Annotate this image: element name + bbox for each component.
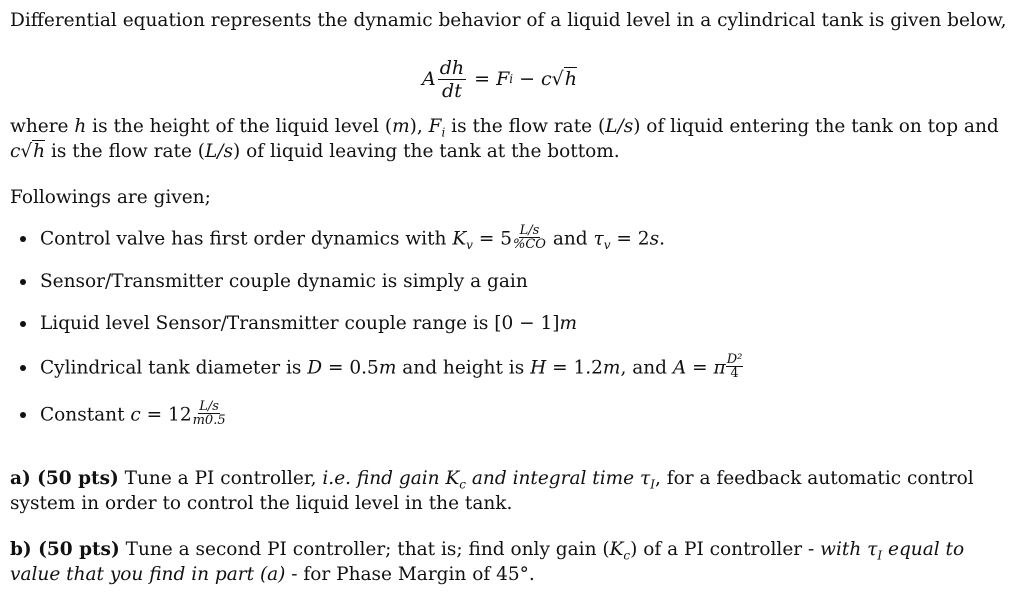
frac-num: L/s [199, 399, 219, 414]
var-m: m [392, 116, 410, 137]
text: ) of a PI controller - [630, 539, 821, 560]
var-F: F [428, 116, 442, 137]
sqrt-h: √h [20, 141, 46, 162]
text: Tune a PI controller, [118, 468, 323, 489]
var-D: D [307, 357, 323, 379]
text: = [686, 357, 714, 379]
text: Followings are given; [10, 187, 211, 208]
text: = 12 [140, 404, 192, 426]
sub: I [877, 548, 883, 563]
text: is the flow rate ( [445, 116, 606, 137]
text-italic: and integral time τ [466, 468, 651, 489]
frac-den: 4 [730, 366, 739, 381]
var-h: h [74, 116, 87, 137]
intro-text: Differential equation represents the dynamic behavior of a liquid level in a cylindrical tank is given below, [10, 10, 1007, 31]
eq-numerator: dh [439, 56, 465, 79]
sub: c [459, 477, 467, 492]
list-item [40, 223, 665, 258]
part-a-label: a) (50 pts) [10, 468, 119, 489]
var-c: c [130, 404, 141, 426]
text: = 2 [610, 228, 650, 250]
text: , and [620, 357, 673, 379]
var-H: H [530, 357, 547, 379]
var-A: A [672, 357, 687, 379]
sub: c [623, 548, 631, 563]
eq-sqrt: √h [551, 67, 578, 90]
eq-flow-symbol: F [496, 67, 510, 90]
text: . [659, 228, 665, 250]
unit-s: s [649, 228, 660, 250]
text: Cylindrical tank diameter is [40, 357, 308, 379]
valve-gain-units [512, 224, 547, 251]
text: , for a feedback automatic control [655, 468, 974, 489]
text: = 0.5 [322, 357, 379, 379]
text: Liquid level Sensor/Transmitter couple range is [0 − 1] [40, 313, 560, 334]
differential-equation [422, 52, 577, 106]
text: where [10, 116, 75, 137]
text: Control valve has first order dynamics with [40, 228, 453, 250]
frac-num: L/s [519, 223, 540, 238]
text: Constant [40, 404, 131, 426]
eq-minus: − [519, 67, 536, 90]
frac-num: D² [726, 352, 743, 367]
text: is the height of the liquid level ( [86, 116, 393, 137]
text: Sensor/Transmitter couple dynamic is simply a gain [40, 271, 528, 292]
part-b-line-2 [10, 562, 535, 587]
eq-denominator: dt [442, 79, 462, 102]
eq-area-symbol: A [422, 67, 436, 90]
text-italic: with τ [820, 539, 878, 560]
var-F-sub: i [441, 125, 446, 140]
text: Tune a second PI controller; that is; find only gain ( [119, 539, 610, 560]
text: ) of liquid leaving the tank at the bottom. [233, 141, 620, 162]
text-italic: i.e. find gain K [322, 468, 460, 489]
frac-den: %CO [512, 237, 546, 252]
list-item [40, 399, 227, 429]
constant-units [192, 400, 227, 427]
var-tau-sub: v [603, 238, 611, 253]
text: system in order to control the liquid level in the tank. [10, 493, 513, 514]
eq-equals: = [474, 67, 491, 90]
text-italic: value that you find in part (a) [10, 564, 286, 585]
var-c: c [10, 141, 21, 162]
unit-m: m [602, 357, 621, 379]
text: ), [409, 116, 429, 137]
sub: I [650, 477, 655, 492]
unit-Ls: L/s [205, 141, 234, 162]
eq-derivative-fraction [438, 57, 466, 102]
var-K: K [452, 228, 467, 250]
list-item [40, 352, 743, 382]
given-heading [10, 185, 211, 210]
where-line-2 [10, 139, 620, 164]
text: = 1.2 [546, 357, 603, 379]
text: ) of liquid entering the tank on top and [633, 116, 999, 137]
part-b-label: b) (50 pts) [10, 539, 120, 560]
area-fraction [726, 353, 744, 380]
unit-m: m [378, 357, 397, 379]
text-italic: equal to [882, 539, 965, 560]
var-pi: π [713, 357, 726, 379]
unit-m: m [559, 313, 578, 334]
text: and height is [396, 357, 531, 379]
text: and [546, 228, 594, 250]
var-h: h [33, 141, 46, 162]
text: - for Phase Margin of 45°. [285, 564, 535, 585]
eq-sqrt-h: h [564, 67, 578, 90]
unit-Ls: L/s [605, 116, 634, 137]
var-K: K [609, 539, 624, 560]
var-tau: τ [593, 228, 604, 250]
list-item [40, 311, 577, 336]
eq-constant-c: c [541, 67, 552, 90]
frac-den: m0.5 [192, 413, 226, 428]
text: = 5 [472, 228, 512, 250]
var-K-sub: v [466, 238, 473, 253]
intro-paragraph [10, 8, 1007, 33]
eq-flow-subscript: i [509, 71, 514, 86]
list-item [40, 269, 528, 294]
text: is the flow rate ( [45, 141, 205, 162]
part-a-line-2 [10, 491, 512, 516]
